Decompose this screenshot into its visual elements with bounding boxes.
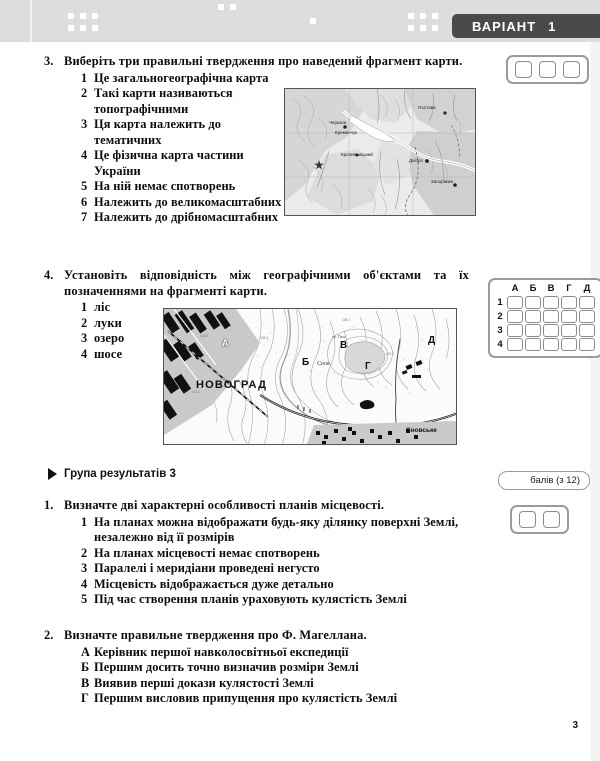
page-edge-shade bbox=[590, 42, 600, 761]
matching-grid-row-1 bbox=[494, 295, 596, 309]
question-3-number: 3. bbox=[44, 54, 54, 68]
triangle-marker-icon bbox=[48, 468, 57, 480]
header-dot-cluster-mid-left bbox=[206, 0, 252, 14]
row-header-4: 4 bbox=[497, 338, 503, 350]
score-label bbox=[498, 471, 590, 490]
svg-text:128.3: 128.3 bbox=[260, 336, 268, 340]
map-label-lake-tykhe: оз. Тихе bbox=[332, 334, 346, 339]
match-item-2-text: луки bbox=[94, 315, 122, 330]
svg-text:133.6: 133.6 bbox=[200, 334, 208, 338]
match-item-1[interactable] bbox=[81, 300, 164, 316]
option-3-text: Ця карта належить до тематичних bbox=[94, 117, 222, 147]
map-marker-d: Д bbox=[428, 335, 436, 346]
row-header-2: 2 bbox=[497, 310, 503, 322]
question-4-number: 4. bbox=[44, 268, 54, 282]
cell-1-v[interactable] bbox=[543, 296, 559, 309]
option-4[interactable] bbox=[81, 148, 287, 179]
matching-grid-row-3 bbox=[494, 323, 596, 337]
group-question-2-options bbox=[64, 645, 492, 707]
header-dot-cluster-mid bbox=[288, 0, 296, 2]
map-marker-b: Б bbox=[302, 357, 310, 368]
cell-1-a[interactable] bbox=[507, 296, 523, 309]
g2-option-v-text: Виявив перші докази кулястості Землі bbox=[94, 675, 314, 690]
cell-4-d[interactable] bbox=[579, 338, 595, 351]
col-header-h: Г bbox=[566, 283, 572, 294]
header-dot-cluster-right bbox=[408, 13, 442, 35]
map-label-dnipro: Дніпро bbox=[409, 158, 423, 163]
match-item-1-key: 1 bbox=[81, 300, 88, 314]
group-question-2 bbox=[44, 628, 484, 707]
col-header-d: Д bbox=[583, 283, 591, 294]
g2-option-v-key: В bbox=[81, 675, 90, 690]
option-2[interactable] bbox=[81, 86, 287, 117]
g1-answer-cell-2[interactable] bbox=[543, 511, 560, 528]
answer-cell-3[interactable] bbox=[563, 61, 580, 78]
svg-text:141.1: 141.1 bbox=[192, 390, 200, 394]
answer-cell-1[interactable] bbox=[515, 61, 532, 78]
match-item-3-key: 3 bbox=[81, 331, 88, 345]
cell-4-h[interactable] bbox=[561, 338, 577, 351]
variant-banner bbox=[452, 14, 600, 38]
option-3-key: 3 bbox=[81, 117, 88, 131]
group-question-1-options bbox=[64, 515, 492, 608]
option-6-text: Належить до великомасштабних bbox=[94, 194, 282, 209]
map-marker-h: Г bbox=[365, 361, 371, 372]
variant-label: ВАРІАНТ bbox=[472, 18, 537, 34]
group-question-1-answer-box[interactable] bbox=[510, 505, 569, 534]
matching-grid-row-2 bbox=[494, 309, 596, 323]
header-dot-cluster-center bbox=[310, 18, 318, 26]
option-2-text: Такі карти називаються топографічними bbox=[94, 86, 233, 116]
g1-option-1-text: На планах можна відображати будь-яку ділянку поверхні Землі, незалежно від її розмірів bbox=[94, 514, 459, 544]
cell-1-h[interactable] bbox=[561, 296, 577, 309]
physical-map-svg bbox=[285, 89, 476, 216]
option-7-key: 7 bbox=[81, 210, 88, 224]
question-4-matching-grid[interactable] bbox=[488, 278, 600, 358]
group-question-1-number: 1. bbox=[44, 498, 54, 512]
option-5-key: 5 bbox=[81, 179, 88, 193]
map-label-snovske: Сновське bbox=[406, 427, 437, 434]
match-item-4-key: 4 bbox=[81, 346, 88, 361]
g1-option-2-text: На планах місцевості немає спотворень bbox=[94, 545, 320, 560]
cell-2-d[interactable] bbox=[579, 310, 595, 323]
svg-text:122.1: 122.1 bbox=[386, 352, 394, 356]
topographic-map-fragment-novohrad bbox=[163, 308, 457, 445]
group-question-1 bbox=[44, 498, 484, 608]
col-header-b: Б bbox=[529, 283, 537, 294]
g2-option-v[interactable] bbox=[81, 676, 492, 692]
option-1[interactable] bbox=[81, 71, 287, 87]
g1-option-4-key: 4 bbox=[81, 576, 88, 591]
cell-3-d[interactable] bbox=[579, 324, 595, 337]
col-header-a: А bbox=[511, 283, 519, 294]
map-label-river-snov: Снов bbox=[317, 361, 330, 367]
option-4-key: 4 bbox=[81, 148, 88, 162]
g1-option-3-text: Паралелі і меридіани проведені негусто bbox=[94, 561, 320, 575]
question-3-stem: Виберіть три правильні твердження про наведений фрагмент карти. bbox=[64, 54, 463, 68]
header-rule bbox=[30, 0, 32, 42]
cell-1-d[interactable] bbox=[579, 296, 595, 309]
g1-option-3-key: 3 bbox=[81, 561, 88, 575]
physical-map-of-central-ukraine bbox=[284, 88, 476, 216]
option-4-text: Це фізична карта частини України bbox=[94, 148, 244, 178]
g2-option-h[interactable] bbox=[81, 691, 492, 707]
g1-option-2[interactable] bbox=[81, 546, 492, 562]
g2-option-a[interactable] bbox=[81, 645, 492, 661]
group-question-2-stem: Визначте правильне твердження про Ф. Магеллана. bbox=[64, 628, 367, 642]
match-item-4[interactable] bbox=[81, 347, 164, 363]
answer-cell-2[interactable] bbox=[539, 61, 556, 78]
question-3-answer-box[interactable] bbox=[506, 55, 589, 84]
cell-1-b[interactable] bbox=[525, 296, 541, 309]
match-item-2[interactable] bbox=[81, 316, 164, 332]
option-3[interactable] bbox=[81, 117, 287, 148]
group-title: Група результатів 3 bbox=[64, 468, 176, 480]
g2-option-b-key: Б bbox=[81, 660, 90, 674]
g1-option-5-text: Під час створення планів ураховують кулястість Землі bbox=[94, 592, 407, 606]
question-4-options bbox=[64, 300, 164, 362]
question-3-options bbox=[64, 71, 287, 180]
cell-2-v[interactable] bbox=[543, 310, 559, 323]
col-header-v: В bbox=[547, 283, 555, 294]
cell-4-b[interactable] bbox=[525, 338, 541, 351]
map-marker-a: А bbox=[222, 338, 229, 348]
cell-3-a[interactable] bbox=[507, 324, 523, 337]
matching-grid-header-row bbox=[494, 283, 596, 295]
g2-option-a-text: Керівник першої навколосвітньої експедиції bbox=[94, 644, 349, 659]
map-label-kremenchuk: Кременчук bbox=[335, 130, 358, 135]
header-dot-cluster-left bbox=[68, 13, 102, 35]
group-question-1-stem: Визначте дві характерні особливості планів місцевості. bbox=[64, 498, 385, 512]
row-header-1: 1 bbox=[497, 296, 503, 308]
g2-option-a-key: А bbox=[81, 644, 91, 659]
page-number: 3 bbox=[572, 720, 578, 731]
group-question-2-number: 2. bbox=[44, 628, 54, 642]
map-label-poltava: Полтава bbox=[418, 105, 436, 110]
row-header-3: 3 bbox=[497, 324, 503, 336]
option-2-key: 2 bbox=[81, 86, 88, 100]
map-marker-v: В bbox=[340, 340, 348, 351]
cell-3-v[interactable] bbox=[543, 324, 559, 337]
cell-4-a[interactable] bbox=[507, 338, 523, 351]
topographic-map-svg bbox=[164, 309, 457, 445]
option-7-text: Належить до дрібномасштабних bbox=[94, 210, 279, 224]
cell-2-b[interactable] bbox=[525, 310, 541, 323]
match-item-2-key: 2 bbox=[81, 315, 88, 330]
g1-option-2-key: 2 bbox=[81, 545, 88, 560]
g1-option-5-key: 5 bbox=[81, 592, 88, 606]
variant-number: 1 bbox=[548, 18, 557, 34]
match-item-3[interactable] bbox=[81, 331, 164, 347]
cell-3-h[interactable] bbox=[561, 324, 577, 337]
option-1-text: Це загальногеографічна карта bbox=[94, 70, 269, 85]
cell-2-a[interactable] bbox=[507, 310, 523, 323]
match-item-1-text: ліс bbox=[94, 300, 111, 314]
cell-3-b[interactable] bbox=[525, 324, 541, 337]
map-label-kropyvnytskyi: Кропивницький bbox=[341, 152, 373, 157]
g1-answer-cell-1[interactable] bbox=[519, 511, 536, 528]
g1-option-4-text: Місцевість відображається дуже детально bbox=[94, 576, 334, 591]
map-label-zaporizhzhia: Запоріжжя bbox=[431, 179, 454, 184]
cell-4-v[interactable] bbox=[543, 338, 559, 351]
svg-text:135.4: 135.4 bbox=[342, 318, 350, 322]
match-item-4-text: шосе bbox=[94, 346, 123, 361]
header-dot-cluster-far-right bbox=[548, 0, 582, 3]
g1-option-1[interactable] bbox=[81, 515, 492, 546]
g2-option-h-key: Г bbox=[81, 691, 89, 705]
option-5-text: На ній немає спотворень bbox=[94, 179, 236, 193]
match-item-3-text: озеро bbox=[94, 331, 125, 345]
g1-option-5[interactable] bbox=[81, 592, 492, 608]
cell-2-h[interactable] bbox=[561, 310, 577, 323]
option-6-key: 6 bbox=[81, 194, 88, 209]
g1-option-4[interactable] bbox=[81, 577, 492, 593]
g2-option-b-text: Першим досить точно визначив розміри Землі bbox=[94, 660, 359, 674]
g1-option-1-key: 1 bbox=[81, 514, 88, 529]
matching-grid-row-4 bbox=[494, 337, 596, 351]
g2-option-b[interactable] bbox=[81, 660, 492, 676]
question-4-stem: Установіть відповідність між географічними об'єктами та їх позначеннями на фрагменті карти. bbox=[64, 268, 469, 298]
g1-option-3[interactable] bbox=[81, 561, 492, 577]
g2-option-h-text: Першим висловив припущення про кулястість Землі bbox=[94, 691, 398, 705]
map-label-cherkasy: Черкаси bbox=[329, 120, 347, 125]
score-label-text: балів (з 12) bbox=[530, 475, 580, 486]
option-1-key: 1 bbox=[81, 70, 88, 85]
group-header bbox=[48, 468, 176, 480]
map-label-novohrad: НОВОГРАД bbox=[196, 379, 268, 391]
